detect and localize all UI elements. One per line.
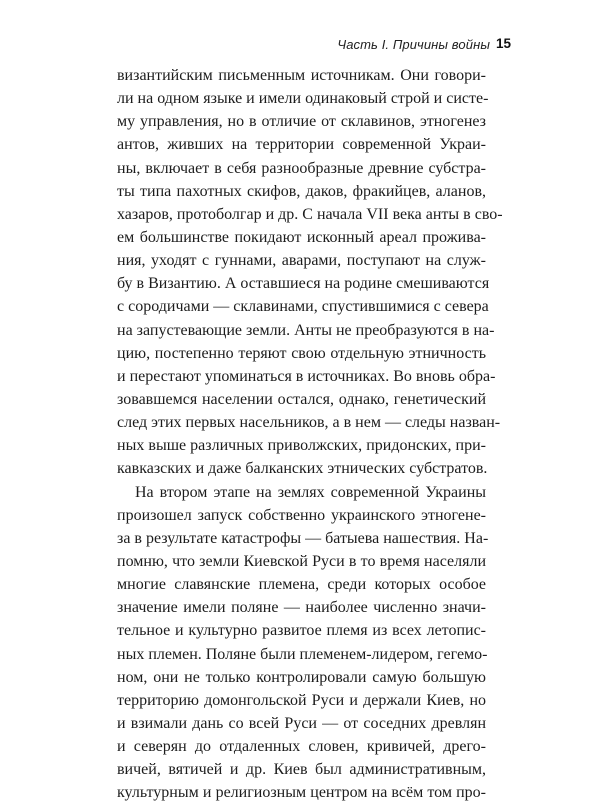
text-line: многие славянские племена, среди которых особое [117, 576, 486, 594]
text-line: му управления, но в отличие от склавинов, этногенез [117, 113, 486, 131]
text-line: и взимали дань со всей Руси — от соседних древлян [117, 714, 486, 732]
text-line: ем большинстве покидают исконный ареал прожива- [117, 228, 486, 246]
running-head: Часть I. Причины войны [337, 37, 490, 52]
text-line: и северян до отдаленных словен, кривичей, дрего- [117, 738, 486, 756]
text-line: хазаров, протоболгар и др. С начала VII века анты в сво- [117, 205, 503, 223]
text-line: цию, постепенно теряют свою отдельную этничность [117, 344, 486, 362]
text-line: произошел запуск собственно украинского этногене- [117, 506, 486, 524]
paragraph-1 [117, 64, 503, 481]
text-line: на запустевающие земли. Анты не преобразуются в на- [117, 321, 495, 339]
text-line: бу в Византию. А оставшиеся на родине смешиваются [117, 275, 490, 293]
text-line: ния, уходят с гуннами, аварами, поступают на служ- [117, 252, 486, 270]
page-number: 15 [496, 36, 512, 51]
text-line: ли на одном языке и имели одинаковый строй и систе- [117, 90, 489, 108]
paragraph-2 [117, 481, 489, 805]
text-line: территорию домонгольской Руси и держали Киев, но [117, 691, 486, 709]
text-line: и перестают упоминаться в источниках. Во вновь обра- [117, 367, 496, 385]
text-line: за в результате катастрофы — батыева нашествия. На- [117, 529, 489, 547]
text-line: ных племен. Поляне были племенем-лидером, гегемо- [117, 645, 488, 663]
text-line: кавказских и даже балканских этнических субстратов. [117, 460, 488, 478]
text-line: ных выше различных приволжских, придонских, при- [117, 437, 486, 455]
text-line: помню, что земли Киевской Руси в то время населяли [117, 552, 486, 570]
text-line: антов, живших на территории современной Украи- [117, 136, 486, 154]
text-line: ты типа пахотных скифов, даков, фракийцев, аланов, [117, 182, 486, 200]
text-line: ны, включает в себя разнообразные древние субстра- [117, 159, 486, 177]
body-text [117, 64, 503, 805]
text-line: тельное и культурно развитое племя из всех летопис- [117, 622, 486, 640]
text-line: На втором этапе на землях современной Украины [135, 483, 486, 501]
text-line: византийским письменным источникам. Они говори- [117, 67, 486, 84]
text-line: ном, они не только контролировали самую большую [117, 668, 486, 686]
text-line: след этих первых насельников, а в нем — следы назван- [117, 414, 501, 432]
text-line: зовавшемся населении остался, однако, генетический [117, 390, 486, 408]
text-line: вичей, вятичей и др. Киев был административным, [117, 761, 486, 779]
text-line: значение имели поляне — наиболее численно значи- [117, 599, 486, 617]
text-line: культурным и религиозным центром на всём том про- [117, 784, 486, 802]
text-line: с сородичами — склавинами, спустившимися с севера [117, 298, 489, 316]
